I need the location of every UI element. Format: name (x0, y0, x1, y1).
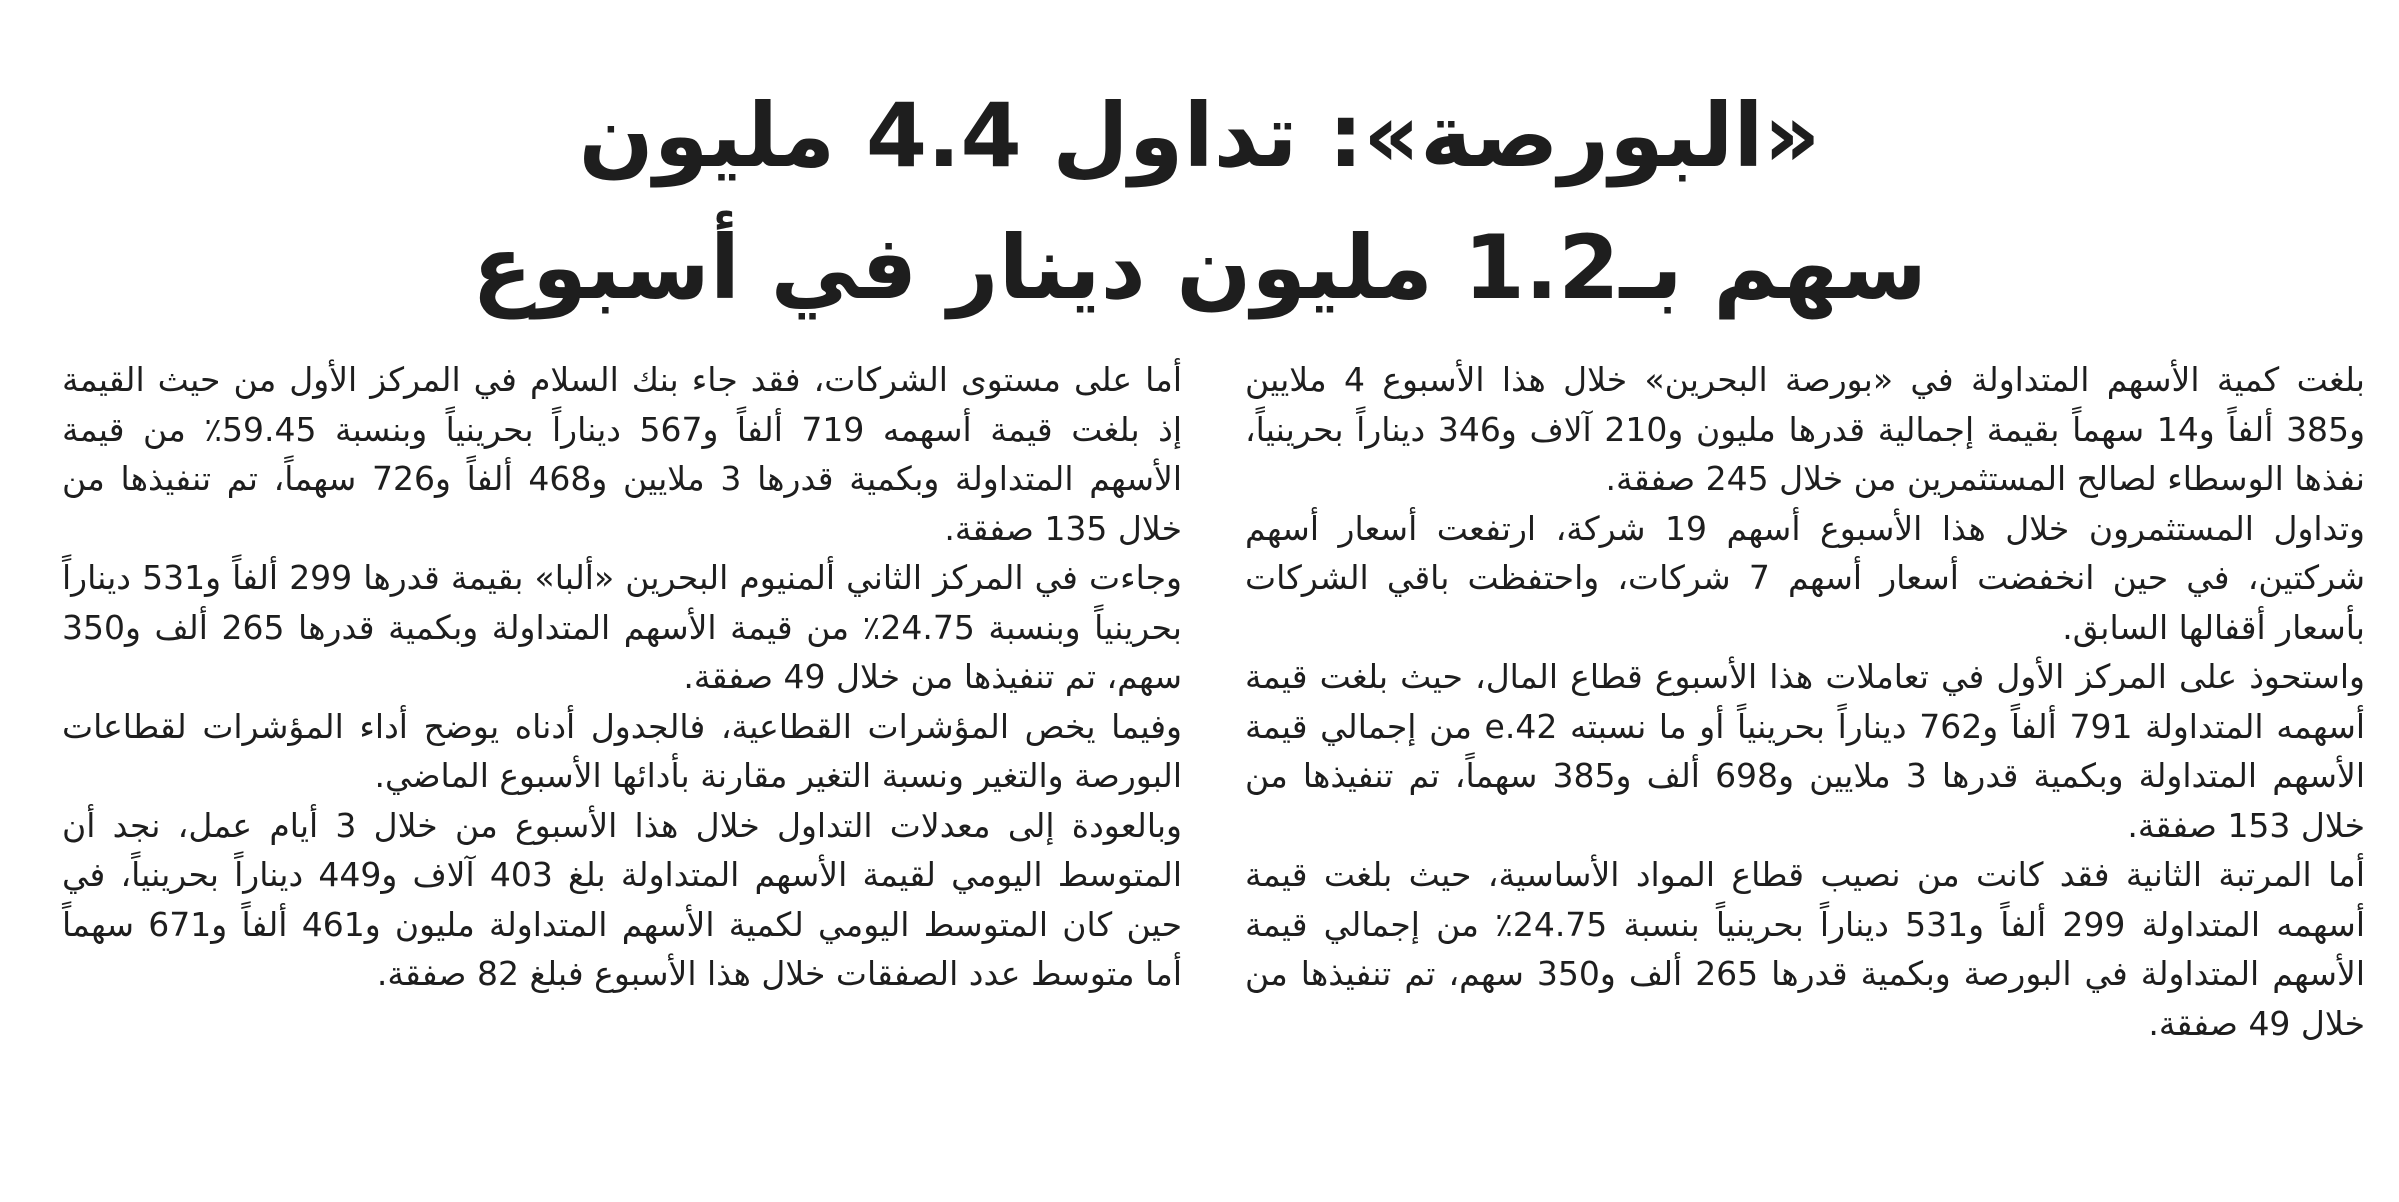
paragraph-materials-sector: أما المرتبة الثانية فقد كانت من نصيب قطاع المواد الأساسية، حيث بلغت قيمة أسهمه المتداولة 299 ألفاً و531 ديناراً بحرينياً بنسبة 24.75٪ من إجمالي قيمة الأسهم المتداولة في البورصة وبكمية قدرها 265 ألف و350 سهم، تم تنفيذها من خلال 49 صفقة. (1245, 855, 2366, 1043)
paragraph-companies-traded: وتداول المستثمرون خلال هذا الأسبوع أسهم 19 شركة، ارتفعت أسعار أسهم شركتين، في حين انخفضت أسعار أسهم 7 شركات، واحتفظت باقي الشركات بأسعار أقفالها السابق. (1245, 508, 2365, 647)
article-column-right (1245, 355, 2365, 1048)
paragraph-total-volume: بلغت كمية الأسهم المتداولة في «بورصة البحرين» خلال هذا الأسبوع 4 ملايين و385 ألفاً و14 سهماً بقيمة إجمالية قدرها مليون و210 آلاف و346 ديناراً بحرينياً، نفذها الوسطاء لصالح المستثمرين من خلال 245 صفقة. (1245, 360, 2365, 498)
headline (0, 70, 2399, 334)
headline-line-2: سهم بـ1.2 مليون دينار في أسبوع (472, 216, 1927, 319)
headline-line-1: «البورصة»: تداول 4.4 مليون (578, 84, 1821, 187)
article-column-left (62, 355, 1182, 999)
paragraph-salam-bank: أما على مستوى الشركات، فقد جاء بنك السلام في المركز الأول من حيث القيمة إذ بلغت قيمة أسهمه 719 ألفاً و567 ديناراً بحرينياً وبنسبة 59.45٪ من قيمة الأسهم المتداولة وبكمية قدرها 3 ملايين و468 ألفاً و726 سهماً، تم تنفيذها من خلال 135 صفقة. (62, 360, 1183, 548)
paragraph-finance-sector: واستحوذ على المركز الأول في تعاملات هذا الأسبوع قطاع المال، حيث بلغت قيمة أسهمه المتداولة 791 ألفاً و762 ديناراً بحرينياً أو ما نسبته 42.e من إجمالي قيمة الأسهم المتداولة وبكمية قدرها 3 ملايين و698 ألف و385 سهماً، تم تنفيذها من خلال 153 صفقة. (1245, 657, 2366, 845)
paragraph-alba: وجاءت في المركز الثاني ألمنيوم البحرين «ألبا» بقيمة قدرها 299 ألفاً و531 ديناراً بحرينياً وبنسبة 24.75٪ من قيمة الأسهم المتداولة وبكمية قدرها 265 ألف و350 سهم، تم تنفيذها من خلال 49 صفقة. (62, 558, 1182, 696)
paragraph-sector-indices: وفيما يخص المؤشرات القطاعية، فالجدول أدناه يوضح أداء المؤشرات لقطاعات البورصة والتغير ونسبة التغير مقارنة بأدائها الأسبوع الماضي. (62, 706, 1182, 795)
paragraph-daily-averages: وبالعودة إلى معدلات التداول خلال هذا الأسبوع من خلال 3 أيام عمل، نجد أن المتوسط اليومي لقيمة الأسهم المتداولة بلغ 403 آلاف و449 ديناراً بحرينياً، في حين كان المتوسط اليومي لكمية الأسهم المتداولة مليون و461 ألفاً و671 سهماً أما متوسط عدد الصفقات خلال هذا الأسبوع فبلغ 82 صفقة. (62, 805, 1183, 993)
